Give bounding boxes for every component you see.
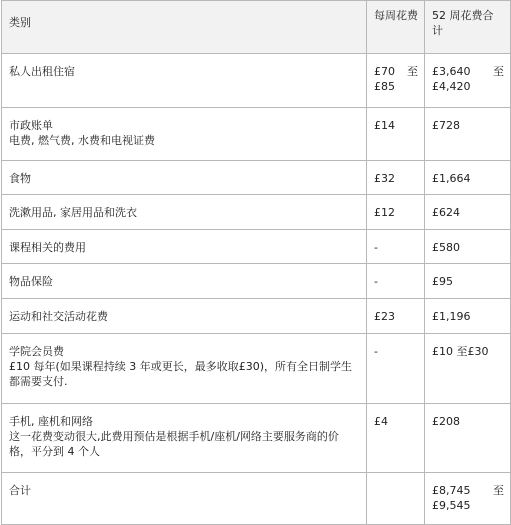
row-category: 物品保险 <box>2 264 367 299</box>
row-total: £208 <box>425 404 511 473</box>
row-total: £10 至£30 <box>425 334 511 404</box>
row-total: £3,640 至 £4,420 <box>425 54 511 108</box>
table-row <box>2 161 511 195</box>
table-row <box>2 230 511 264</box>
total-weekly <box>367 473 425 525</box>
row-weekly: - <box>367 334 425 404</box>
table-row <box>2 404 511 473</box>
row-total: £728 <box>425 108 511 161</box>
row-category: 手机, 座机和网络 这一花费变动很大,此费用预估是根据手机/座机/网络主要服务商的价格，平分到 4 个人 <box>2 404 367 473</box>
header-total: 52 周花费合计 <box>425 1 511 54</box>
row-category: 市政账单 电费, 燃气费, 水费和电视证费 <box>2 108 367 161</box>
row-category: 课程相关的费用 <box>2 230 367 264</box>
row-total: £624 <box>425 195 511 230</box>
table-row <box>2 108 511 161</box>
row-weekly: £14 <box>367 108 425 161</box>
row-weekly: £4 <box>367 404 425 473</box>
row-weekly: - <box>367 230 425 264</box>
cost-table <box>1 0 511 525</box>
row-weekly: £70 至 £85 <box>367 54 425 108</box>
table-row <box>2 54 511 108</box>
row-category: 运动和社交活动花费 <box>2 299 367 334</box>
row-category: 食物 <box>2 161 367 195</box>
table-row <box>2 195 511 230</box>
total-value: £8,745 至 £9,545 <box>425 473 511 525</box>
row-total: £580 <box>425 230 511 264</box>
row-category: 学院会员费 £10 每年(如果课程持续 3 年或更长，最多收取£30)，所有全日制学生都需要支付. <box>2 334 367 404</box>
table-row <box>2 334 511 404</box>
row-category: 私人出租住宿 <box>2 54 367 108</box>
row-weekly: - <box>367 264 425 299</box>
row-weekly: £23 <box>367 299 425 334</box>
header-category: 类别 <box>2 1 367 54</box>
total-label: 合计 <box>2 473 367 525</box>
row-category: 洗漱用品, 家居用品和洗衣 <box>2 195 367 230</box>
table-row <box>2 264 511 299</box>
total-row <box>2 473 511 525</box>
header-weekly: 每周花费 <box>367 1 425 54</box>
row-total: £1,196 <box>425 299 511 334</box>
header-row <box>2 1 511 54</box>
row-total: £1,664 <box>425 161 511 195</box>
row-weekly: £12 <box>367 195 425 230</box>
row-total: £95 <box>425 264 511 299</box>
row-weekly: £32 <box>367 161 425 195</box>
table-row <box>2 299 511 334</box>
